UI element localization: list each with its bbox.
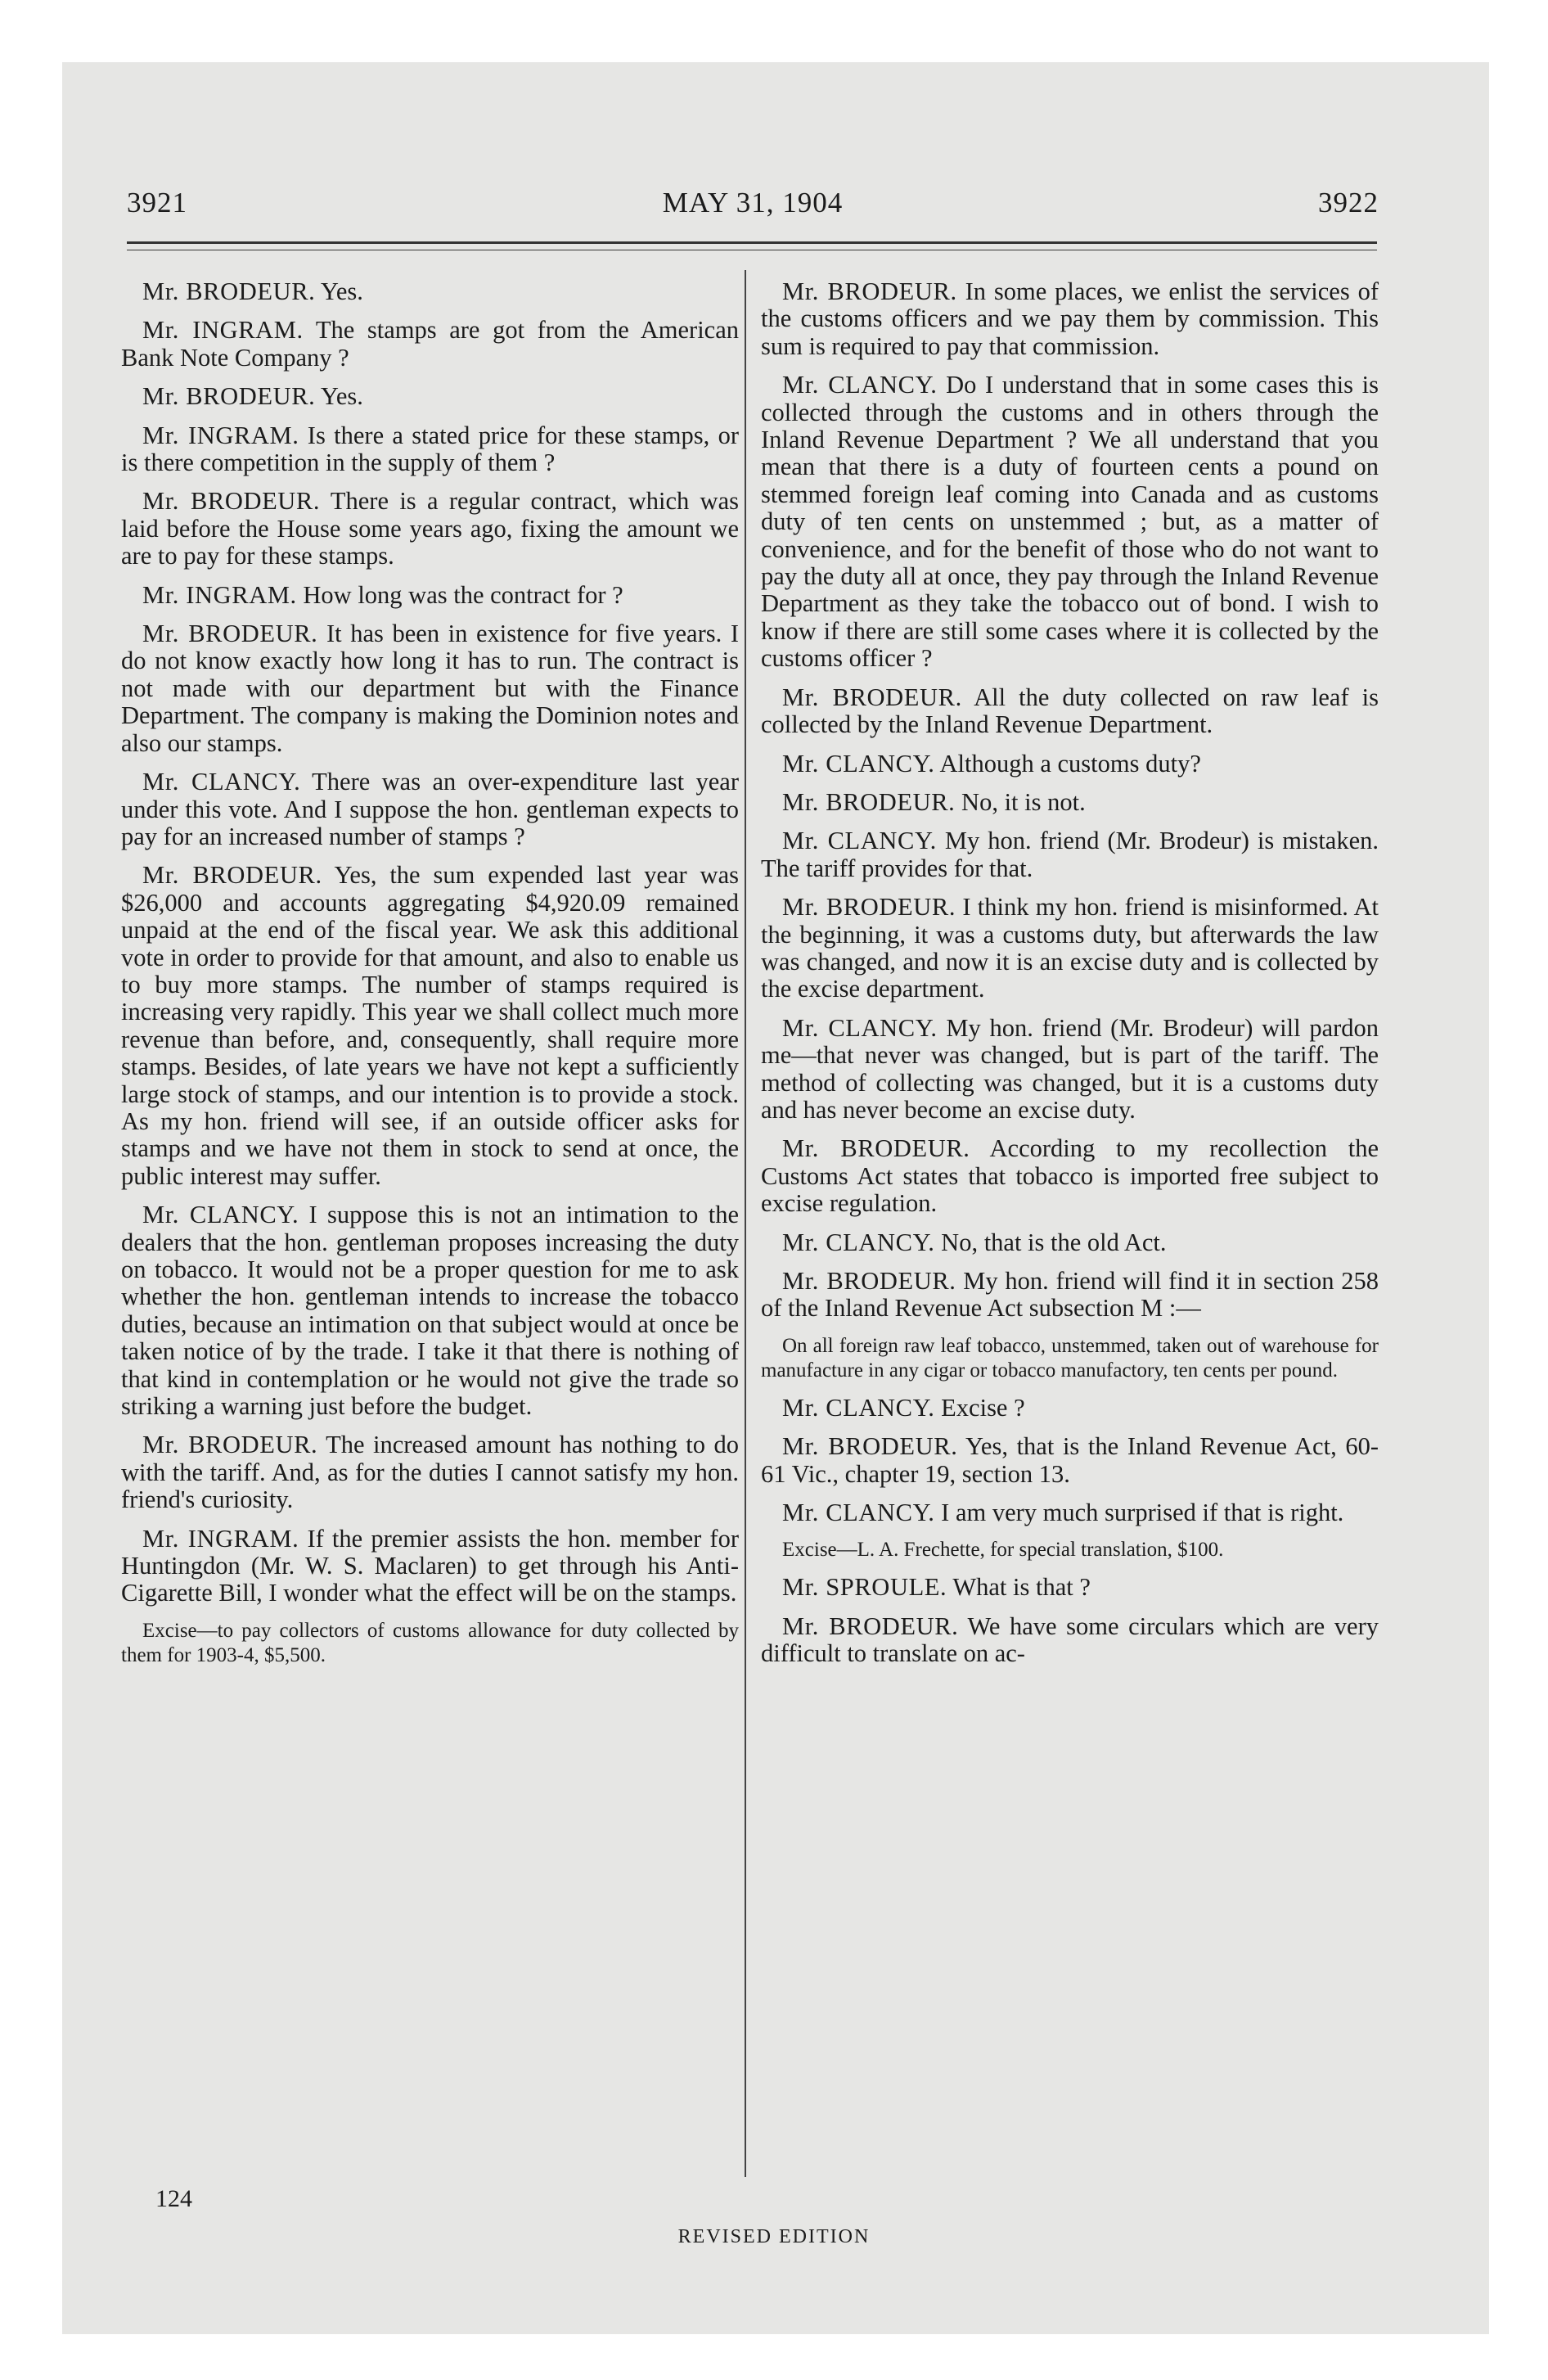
speech-paragraph: [761, 1574, 1379, 1601]
speech-paragraph: [761, 1229, 1379, 1256]
speech-paragraph: [761, 372, 1379, 672]
speech-text: In some places, we enlist the services of the customs officers and we pay them by commission. This sum is required to pay that commission.: [761, 277, 1379, 360]
speech-paragraph: [761, 894, 1379, 1003]
speech-text: Yes, the sum expended last year was $26,000 and accounts aggregating $4,920.09 remained unpaid at the end of the fiscal year. We ask this additional vote in order to provide for that amount, and also to enable us to buy more stamps. The number of stamps required is increasing very rapidly. This year we shall collect much more revenue than before, and, consequently, shall require more stamps. Besides, of late years we have not kept a sufficiently large stock of stamps, and our intention is to provide a stock. As my hon. friend will see, if an outside officer asks for stamps and we have not them in stock to send at once, the public interest may suffer.: [121, 861, 739, 1190]
speaker-name: Mr. INGRAM.: [142, 421, 299, 449]
supply-item: Excise—L. A. Frechette, for special translation, $100.: [782, 1539, 1224, 1562]
speech-paragraph: [121, 620, 739, 757]
speech-paragraph: [761, 1268, 1379, 1323]
speech-text: If the premier assists the hon. member for Huntingdon (Mr. W. S. Maclaren) to get through his Anti-Cigarette Bill, I wonder what the effect will be on the stamps.: [121, 1524, 739, 1607]
speaker-name: Mr. CLANCY.: [782, 1499, 935, 1527]
speaker-name: Mr. BRODEUR.: [142, 382, 316, 411]
speaker-name: Mr. BRODEUR.: [782, 1267, 956, 1295]
speech-text: There was an over-expenditure last year under this vote. And I suppose the hon. gentleman expects to pay for an increased number of stamps ?: [121, 768, 739, 850]
speaker-name: Mr. INGRAM.: [142, 580, 297, 609]
page-header: [127, 187, 1379, 228]
speaker-name: Mr. CLANCY.: [142, 1201, 299, 1229]
speech-paragraph: [761, 751, 1379, 778]
header-rule: [127, 241, 1377, 244]
speech-paragraph: [761, 827, 1379, 882]
speech-text: Is there a stated price for these stamps, or is there competition in the supply of them ?: [121, 421, 739, 477]
speaker-name: Mr. BRODEUR.: [782, 277, 957, 305]
speech-text: Yes.: [320, 277, 363, 305]
speech-text: Excise ?: [941, 1393, 1025, 1422]
page-date: MAY 31, 1904: [662, 187, 844, 219]
speaker-name: Mr. BRODEUR.: [142, 620, 318, 648]
speaker-name: Mr. CLANCY.: [782, 371, 938, 399]
speaker-name: Mr. BRODEUR.: [782, 1134, 970, 1163]
speech-paragraph: [121, 1201, 739, 1420]
speaker-name: Mr. BRODEUR.: [782, 683, 962, 711]
speaker-name: Mr. SPROULE.: [782, 1573, 947, 1602]
speaker-name: Mr. CLANCY.: [782, 1013, 938, 1042]
page-number-right: 3922: [1318, 187, 1379, 219]
speech-text: The increased amount has nothing to do with the tariff. And, as for the duties I cannot satisfy my hon. friend's curiosity.: [121, 1431, 739, 1514]
speech-paragraph: [121, 422, 739, 477]
speech-paragraph: [761, 1433, 1379, 1488]
speaker-name: Mr. BRODEUR.: [142, 487, 321, 516]
speech-paragraph: [761, 789, 1379, 816]
speaker-name: Mr. BRODEUR.: [782, 1432, 958, 1461]
speech-text: According to my recollection the Customs Act states that tobacco is imported free subject to excise regulation.: [761, 1134, 1379, 1218]
speaker-name: Mr. BRODEUR.: [142, 861, 322, 890]
speech-paragraph: [761, 1395, 1379, 1422]
speech-text: No, it is not.: [961, 787, 1086, 816]
speech-text: Although a customs duty?: [939, 749, 1201, 778]
speech-paragraph: [121, 1431, 739, 1513]
speaker-name: Mr. BRODEUR.: [782, 1611, 959, 1640]
speech-text: It has been in existence for five years. I do not know exactly how long it has to run. The contract is not made with our department but with the Finance Department. The company is making the Dominion notes and also our stamps.: [121, 620, 739, 757]
speech-paragraph: [121, 488, 739, 570]
speech-text: My hon. friend will find it in section 258 of the Inland Revenue Act subsection M :—: [761, 1267, 1379, 1323]
edition-footer: REVISED EDITION: [677, 2226, 871, 2247]
speaker-name: Mr. BRODEUR.: [782, 787, 956, 816]
speech-text: I think my hon. friend is misinformed. At the beginning, it was a customs duty, but afterwards the law was changed, and now it is an excise duty and is collected by the excise department.: [761, 893, 1379, 1003]
speech-text: My hon. friend (Mr. Brodeur) will pardon me—that never was changed, but is part of the tariff. The method of collecting was changed, but it is a customs duty and has never become an excise duty.: [761, 1013, 1379, 1124]
speech-text: The stamps are got from the American Bank Note Company ?: [121, 316, 739, 372]
speech-text: How long was the contract for ?: [303, 580, 623, 609]
speaker-name: Mr. BRODEUR.: [142, 277, 316, 305]
speech-text: All the duty collected on raw leaf is collected by the Inland Revenue Department.: [761, 683, 1379, 739]
speech-paragraph: [121, 862, 739, 1190]
speech-text: I suppose this is not an intimation to the dealers that the hon. gentleman proposes increasing the duty on tobacco. It would not be a proper question for me to ask whether the hon. gentleman intends to increase the tobacco duties, because an intimation on that subject would at once be taken notice of by the trade. I take it that there is nothing of that kind in contemplation or he would not give the trade so striking a warning just before the budget.: [121, 1201, 739, 1421]
speech-paragraph: [761, 684, 1379, 739]
speech-text: There is a regular contract, which was laid before the House some years ago, fixing the amount we are to pay for these stamps.: [121, 487, 739, 570]
speech-text: We have some circulars which are very difficult to translate on ac-: [761, 1611, 1379, 1668]
speech-paragraph: [121, 769, 739, 850]
speech-paragraph: [761, 1499, 1379, 1526]
speaker-name: Mr. CLANCY.: [782, 1228, 935, 1256]
speech-paragraph: [761, 278, 1379, 360]
speech-paragraph: [121, 582, 739, 609]
speech-paragraph: [121, 1526, 739, 1607]
speaker-name: Mr. BRODEUR.: [782, 893, 956, 922]
speech-paragraph: [121, 278, 739, 305]
speech-paragraph: [761, 1613, 1379, 1668]
page-number-left: 3921: [127, 187, 187, 219]
right-column: [761, 278, 1379, 1679]
speech-text: Yes.: [320, 382, 363, 411]
left-column: [121, 278, 739, 1679]
quoted-statute: On all foreign raw leaf tobacco, unstemmed, taken out of warehouse for manufacture in any cigar or tobacco manufactory, ten cents per pound.: [761, 1334, 1379, 1382]
speech-paragraph: [761, 1015, 1379, 1125]
column-divider: [745, 270, 746, 2177]
signature-number: 124: [155, 2185, 192, 2212]
speech-text: No, that is the old Act.: [941, 1228, 1167, 1256]
speaker-name: Mr. CLANCY.: [142, 768, 301, 796]
speech-text: Do I understand that in some cases this is collected through the customs and in others through the Inland Revenue Department ? We all understand that you mean that there is a duty of fourteen cents a pound on stemmed foreign leaf coming into Canada and as customs duty of ten cents on unstemmed ; but, as a matter of convenience, and for the benefit of those who do not want to pay the duty all at once, they pay through the Inland Revenue Department as they take the tobacco out of bond. I wish to know if there are still some cases where it is collected by the customs officer ?: [761, 371, 1379, 673]
speaker-name: Mr. INGRAM.: [142, 316, 304, 345]
speaker-name: Mr. CLANCY.: [782, 827, 937, 855]
speech-paragraph: [121, 383, 739, 410]
speech-paragraph: [121, 317, 739, 372]
speech-text: Yes, that is the Inland Revenue Act, 60-61 Vic., chapter 19, section 13.: [761, 1432, 1379, 1488]
speaker-name: Mr. CLANCY.: [782, 749, 935, 778]
speech-text: My hon. friend (Mr. Brodeur) is mistaken. The tariff provides for that.: [761, 827, 1379, 882]
supply-item: Excise—to pay collectors of customs allowance for duty collected by them for 1903-4, $5,500.: [121, 1619, 739, 1666]
speech-text: I am very much surprised if that is right.: [941, 1499, 1344, 1527]
speaker-name: Mr. CLANCY.: [782, 1393, 935, 1422]
speaker-name: Mr. INGRAM.: [142, 1524, 299, 1553]
speaker-name: Mr. BRODEUR.: [142, 1431, 318, 1459]
speech-text: What is that ?: [952, 1573, 1091, 1602]
speech-paragraph: [761, 1135, 1379, 1217]
